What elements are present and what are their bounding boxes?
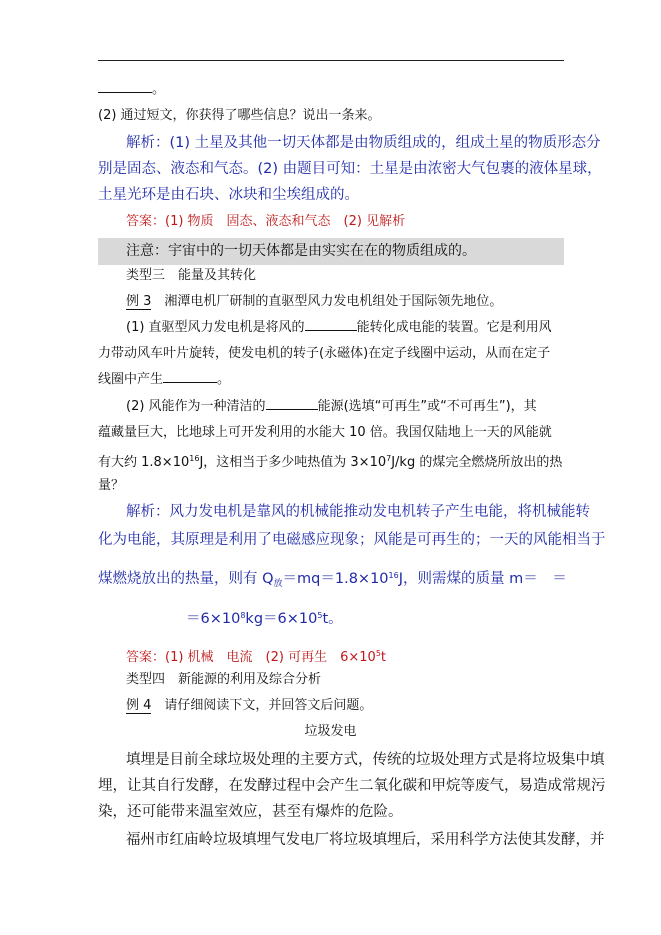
paragraph-1-line-3: 染，还可能带来温室效应，甚至有爆炸的危险。	[98, 804, 403, 820]
ex3-q1-text-c: 线圈中产生	[98, 372, 164, 387]
analysis-3-line-3	[98, 566, 567, 594]
ex3-q2-text-c3: J/kg 的煤完全燃烧所放出的热	[391, 455, 563, 470]
paragraph-1-line-1: 填埋是目前全球垃圾处理的主要方式，传统的垃圾处理方式是将垃圾集中填	[126, 752, 605, 768]
analysis-3-text-b: ＝mq＝1.8×10	[282, 571, 389, 587]
ex3-q1-line-2: 力带动风车叶片旋转，使发电机的转子(永磁体)在定子线圈中运动，从而在定子	[98, 346, 551, 361]
note-text: 注意：宇宙中的一切天体都是由实实在在的物质组成的。	[126, 243, 476, 259]
ex3-q2-text-c2: J，这相当于多少吨热值为 3×10	[199, 455, 387, 470]
paragraph-1-line-2: 埋，让其自行发酵，在发酵过程中会产生二氧化碳和甲烷等废气，易造成常规污	[98, 778, 606, 794]
q1-tail-line	[98, 80, 165, 100]
ex3-q2-text-a: (2) 风能作为一种清洁的	[126, 399, 266, 414]
analysis-3-text-c: J，则需煤的质量 m＝ ＝	[398, 571, 567, 587]
answer-1: 答案：(1) 物质 固态、液态和气态 (2) 见解析	[126, 214, 406, 229]
ex3-q2-text-b: 能源(选填“可再生”或“不可再生”)，其	[317, 399, 537, 414]
ex3-q2-line-4: 量？	[98, 478, 125, 493]
analysis-3-line-2: 化为电能，其原理是利用了电磁感应现象；风能是可再生的；一天的风能相当于	[98, 532, 606, 548]
exponent: 5	[375, 649, 381, 658]
ex3-q1-text-d: 。	[217, 372, 231, 387]
exponent: 7	[386, 454, 392, 463]
analysis-3-text-a: 煤燃烧放出的热量，则有 Q	[98, 571, 274, 587]
article-title: 垃圾发电	[304, 724, 357, 739]
analysis-1-line-2: 别是固态、液态和气态。(2) 由题目可知：土星是由浓密大气包裹的液体星球，	[98, 161, 602, 177]
answer-blank	[266, 397, 318, 410]
analysis-3-line-1: 解析：风力发电机是靠风的机械能推动发电机转子产生电能，将机械能转	[126, 504, 590, 520]
answer-3	[126, 644, 386, 668]
example-3	[126, 292, 502, 312]
exponent: 8	[240, 611, 246, 620]
example-4-label: 例 4	[126, 698, 152, 713]
header-rule	[98, 60, 564, 61]
ex3-q1-text-b: 能转化成电能的装置。它是利用风	[356, 320, 552, 335]
answer-3-unit: t	[380, 650, 387, 665]
answer-3-text: 答案：(1) 机械 电流 (2) 可再生 6×10	[126, 650, 376, 665]
section-type-4: 类型四 新能源的利用及综合分析	[126, 672, 322, 687]
answer-blank	[305, 318, 357, 331]
answer-blank	[163, 370, 217, 383]
paragraph-2-line-1: 福州市红庙岭垃圾填埋气发电厂将垃圾填埋后，采用科学方法使其发酵，并	[126, 832, 605, 848]
ex3-q2-line-2: 蕴藏量巨大，比地球上可开发利用的水能大 10 倍。我国仅陆地上一天的风能就	[98, 425, 552, 440]
section-type-3: 类型三 能量及其转化	[126, 268, 257, 283]
analysis-3-text-e: kg＝6×10	[245, 611, 318, 627]
question-2: (2) 通过短文，你获得了哪些信息？说出一条来。	[98, 108, 381, 123]
analysis-3-text-f: t。	[322, 611, 343, 627]
example-4-text: 请仔细阅读下文，并回答文后问题。	[164, 698, 373, 713]
ex3-q2-line-3	[98, 449, 562, 473]
example-4	[126, 696, 372, 716]
q1-tail: 。	[152, 82, 166, 97]
exponent: 16	[189, 454, 200, 463]
ex3-q2-text-c1: 有大约 1.8×10	[98, 455, 190, 470]
analysis-3-text-d: ＝6×10	[186, 611, 241, 627]
subscript: 放	[273, 579, 283, 589]
analysis-1-line-3: 土星光环是由石块、冰块和尘埃组成的。	[98, 187, 359, 203]
ex3-q2-line-1	[126, 397, 537, 417]
ex3-q1-line-1	[126, 318, 552, 338]
ex3-q1-text-a: (1) 直驱型风力发电机是将风的	[126, 320, 305, 335]
analysis-1-line-1: 解析：(1) 土星及其他一切天体都是由物质组成的，组成土星的物质形态分	[126, 135, 601, 151]
example-3-label: 例 3	[126, 294, 152, 309]
example-3-text: 湘潭电机厂研制的直驱型风力发电机组处于国际领先地位。	[164, 294, 503, 309]
note-box	[98, 238, 564, 265]
exponent: 5	[317, 611, 323, 620]
analysis-3-line-4	[186, 606, 343, 629]
answer-blank	[98, 80, 152, 93]
exponent: 16	[388, 571, 399, 580]
ex3-q1-line-3	[98, 370, 230, 390]
